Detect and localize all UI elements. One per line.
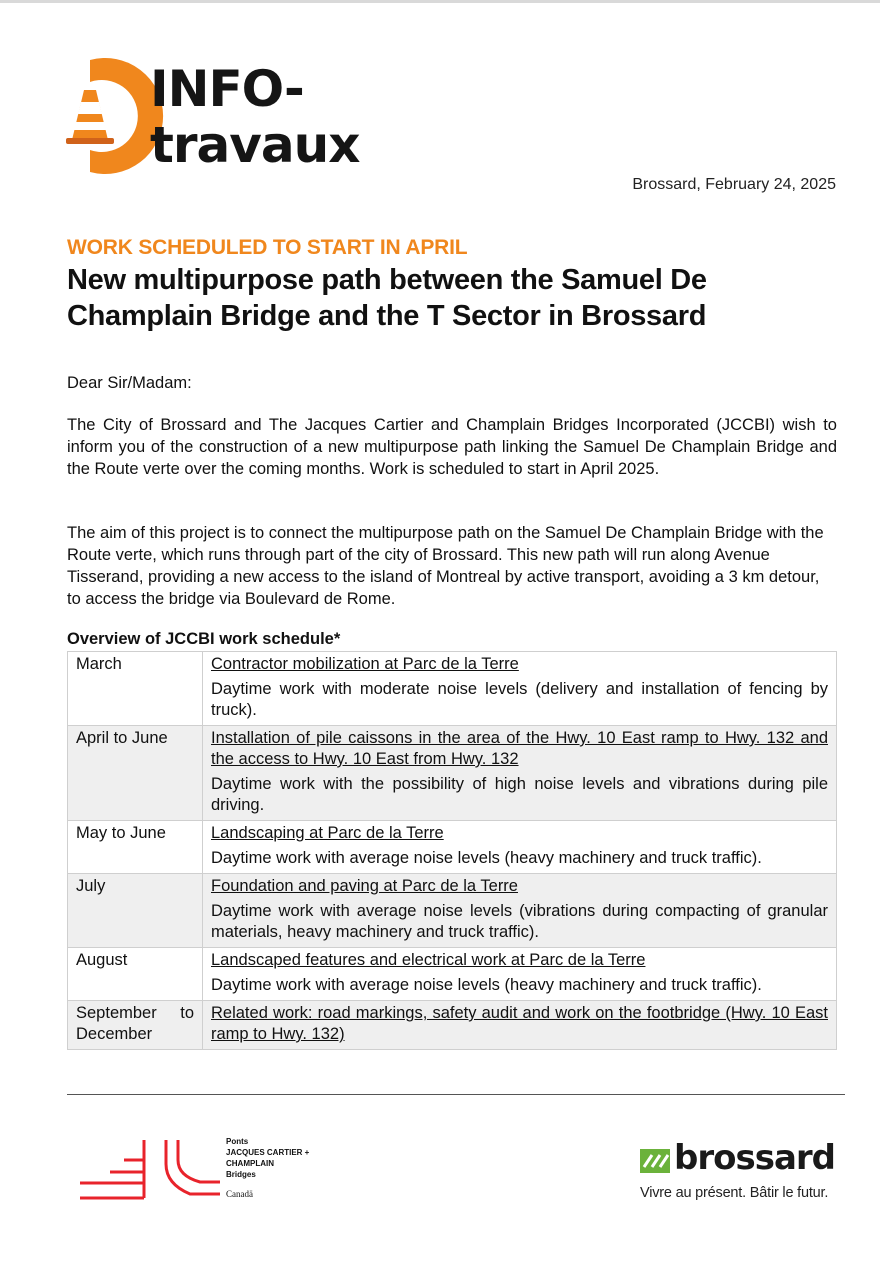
logo-word-info: INFO-	[150, 60, 304, 118]
jccbi-line: Ponts	[226, 1137, 249, 1146]
table-row	[68, 652, 837, 726]
schedule-entry	[203, 652, 837, 726]
letter-date: Brossard, February 24, 2025	[632, 176, 836, 193]
table-row	[68, 821, 837, 874]
schedule-month: April to June	[68, 726, 203, 821]
jccbi-wordmark	[226, 1136, 309, 1180]
traffic-cone-icon	[66, 90, 114, 144]
paragraph-intro-text: The City of Brossard and The Jacques Cartier and Champlain Bridges Incorporated (JCCBI) wish to inform you of the construction of a new multipurpose path linking the Samuel De Champlain Bridge and the Route verte over the coming months. Work is scheduled to start in April 2025.	[67, 416, 837, 478]
paragraph-intro	[67, 414, 837, 480]
schedule-desc: Daytime work with the possibility of high noise levels and vibrations during pile driving.	[211, 775, 828, 814]
schedule-entry	[203, 726, 837, 821]
schedule-entry	[203, 948, 837, 1001]
schedule-task: Landscaping at Parc de la Terre	[211, 824, 444, 842]
jccbi-logo	[80, 1136, 220, 1200]
schedule-entry	[203, 874, 837, 948]
schedule-table	[67, 651, 837, 1050]
schedule-title: Overview of JCCBI work schedule*	[67, 630, 341, 648]
schedule-month: September to December	[68, 1001, 203, 1050]
schedule-task: Installation of pile caissons in the area of the Hwy. 10 East ramp to Hwy. 132 and the access to Hwy. 10 East from Hwy. 132	[211, 729, 828, 768]
table-row	[68, 726, 837, 821]
schedule-month: May to June	[68, 821, 203, 874]
top-border	[0, 0, 880, 3]
schedule-desc: Daytime work with average noise levels (heavy machinery and truck traffic).	[211, 849, 762, 867]
schedule-entry	[203, 821, 837, 874]
salutation-text: Dear Sir/Madam:	[67, 374, 192, 392]
table-row	[68, 948, 837, 1001]
brossard-logo-icon	[640, 1149, 670, 1173]
schedule-desc: Daytime work with average noise levels (heavy machinery and truck traffic).	[211, 976, 762, 994]
jccbi-line: CHAMPLAIN	[226, 1159, 274, 1168]
logo-word-travaux: travaux	[150, 116, 360, 174]
schedule-task: Contractor mobilization at Parc de la Terre	[211, 655, 519, 673]
schedule-month: March	[68, 652, 203, 726]
table-row	[68, 874, 837, 948]
schedule-desc: Daytime work with moderate noise levels (delivery and installation of fencing by truck).	[211, 680, 828, 719]
brossard-wordmark: brossard	[674, 1138, 835, 1178]
paragraph-aim	[67, 522, 837, 610]
schedule-task: Landscaped features and electrical work at Parc de la Terre	[211, 951, 646, 969]
schedule-month: August	[68, 948, 203, 1001]
table-row	[68, 1001, 837, 1050]
jccbi-line: JACQUES CARTIER +	[226, 1148, 310, 1157]
schedule-entry	[203, 1001, 837, 1050]
footer-divider	[67, 1094, 845, 1095]
schedule-task: Foundation and paving at Parc de la Terre	[211, 877, 518, 895]
page-title: New multipurpose path between the Samuel De Champlain Bridge and the T Sector in Brossard	[67, 264, 707, 332]
paragraph-aim-text: The aim of this project is to connect the multipurpose path on the Samuel De Champlain Bridge with the Route verte, which runs through part of the city of Brossard. This new path will run along Avenue Tisserand, providing a new access to the island of Montreal by active transport, avoiding a 3 km detour, to access the bridge via Boulevard de Rome.	[67, 524, 824, 608]
schedule-month: July	[68, 874, 203, 948]
canada-wordmark: Canadä	[226, 1189, 253, 1199]
schedule-desc: Daytime work with average noise levels (vibrations during compacting of granular materials, heavy machinery and truck traffic).	[211, 902, 828, 941]
salutation	[67, 372, 837, 394]
brossard-tagline: Vivre au présent. Bâtir le futur.	[640, 1185, 829, 1201]
kicker-heading: WORK SCHEDULED TO START IN APRIL	[67, 236, 468, 259]
schedule-task: Related work: road markings, safety audit and work on the footbridge (Hwy. 10 East ramp to Hwy. 132)	[211, 1004, 828, 1043]
jccbi-line: Bridges	[226, 1170, 256, 1179]
